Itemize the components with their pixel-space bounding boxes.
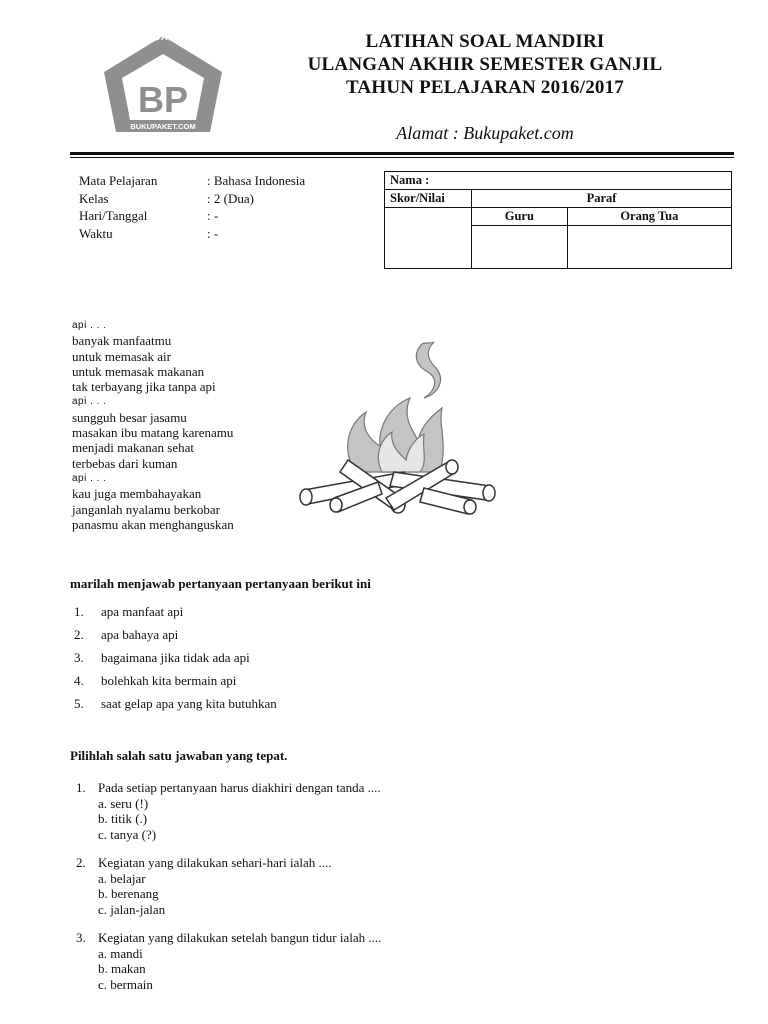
- answer-option[interactable]: a. mandi: [98, 945, 143, 961]
- question-number: 1.: [74, 604, 84, 619]
- question-number: 2.: [74, 627, 84, 642]
- exam-info: [79, 172, 305, 242]
- essay-question: [74, 673, 277, 696]
- answer-option[interactable]: a. seru (!): [98, 795, 149, 811]
- poem-line: kau juga membahayakan: [72, 486, 202, 502]
- logo-ring-text: LATIHAN SOAL LENGKAP: [101, 34, 225, 70]
- answer-option[interactable]: c. tanya (?): [98, 826, 157, 842]
- answer-option[interactable]: b. berenang: [98, 886, 159, 901]
- paraf-header-cell: Paraf: [472, 190, 732, 208]
- header-rule-thick: [70, 152, 734, 155]
- question-text: Kegiatan yang dilakukan setelah bangun tidur ialah ....: [98, 930, 382, 945]
- title-line-3: TAHUN PELAJARAN 2016/2017: [345, 77, 625, 98]
- essay-question: [74, 627, 277, 650]
- question-text: bagaimana jika tidak ada api: [101, 650, 250, 665]
- info-value: : 2 (Dua): [207, 190, 254, 206]
- info-label: Waktu: [79, 225, 113, 241]
- info-value: : Bahasa Indonesia: [207, 173, 306, 188]
- question-text: Pada setiap pertanyaan harus diakhiri dengan tanda ....: [98, 780, 381, 795]
- stanza-head: api . . .: [72, 320, 107, 331]
- question-number: 5.: [74, 696, 84, 711]
- address-line: Alamat : Bukupaket.com: [396, 123, 574, 143]
- name-cell[interactable]: Nama :: [385, 172, 732, 190]
- answer-option[interactable]: a. belajar: [98, 870, 146, 886]
- poem-line: untuk memasak makanan: [72, 363, 205, 379]
- mc-question: [76, 930, 381, 992]
- score-table: [384, 171, 732, 269]
- poem-line: janganlah nyalamu berkobar: [72, 501, 220, 517]
- orang-tua-header-cell: Orang Tua: [567, 208, 731, 226]
- question-number: 2.: [76, 855, 86, 870]
- poem-line: untuk memasak air: [72, 348, 171, 364]
- question-text: saat gelap apa yang kita butuhkan: [101, 696, 277, 711]
- info-row: [79, 207, 305, 225]
- poem-line: menjadi makanan sehat: [72, 440, 195, 456]
- logo-letters: BP: [137, 79, 189, 120]
- essay-question: [74, 696, 277, 719]
- header-titles: [280, 30, 690, 144]
- question-text: apa bahaya api: [101, 627, 179, 642]
- logo-site-text: BUKUPAKET.COM: [130, 122, 196, 131]
- answer-option[interactable]: b. titik (.): [98, 811, 148, 826]
- question-text: bolehkah kita bermain api: [101, 673, 237, 688]
- question-number: 3.: [76, 930, 86, 945]
- question-number: 3.: [74, 650, 84, 665]
- answer-option[interactable]: c. jalan-jalan: [98, 901, 166, 917]
- mc-question: [76, 855, 332, 917]
- answer-option[interactable]: b. makan: [98, 961, 146, 976]
- info-label: Mata Pelajaran: [79, 173, 158, 188]
- info-label: Kelas: [79, 190, 109, 206]
- section1-heading: marilah menjawab pertanyaan pertanyaan berikut ini: [70, 576, 371, 591]
- essay-question-list: [74, 604, 277, 719]
- poem-line: sungguh besar jasamu: [72, 409, 187, 425]
- orang-tua-signature-cell[interactable]: [567, 226, 731, 269]
- info-row: [79, 225, 305, 243]
- guru-signature-cell[interactable]: [472, 226, 568, 269]
- question-text: Kegiatan yang dilakukan sehari-hari ialah ....: [98, 855, 332, 870]
- bukupaket-logo: [92, 34, 234, 134]
- poem-line: tak terbayang jika tanpa api: [72, 379, 216, 395]
- score-value-cell[interactable]: [385, 208, 472, 269]
- mc-question: [76, 780, 381, 842]
- question-number: 4.: [74, 673, 84, 688]
- essay-question: [74, 650, 277, 673]
- info-value: : -: [207, 208, 219, 223]
- stanza-head: api . . .: [72, 396, 107, 408]
- poem-line: terbebas dari kuman: [72, 455, 178, 471]
- campfire-illustration: [294, 322, 506, 528]
- info-value: : -: [207, 225, 219, 241]
- info-label: Hari/Tanggal: [79, 208, 148, 223]
- essay-question: [74, 604, 277, 627]
- answer-option[interactable]: c. bermain: [98, 976, 153, 992]
- score-label-cell: Skor/Nilai: [385, 190, 472, 208]
- header-rule-thin: [70, 157, 734, 158]
- title-line-2: ULANGAN AKHIR SEMESTER GANJIL: [307, 54, 663, 75]
- title-line-1: LATIHAN SOAL MANDIRI: [365, 31, 605, 52]
- question-text: apa manfaat api: [101, 604, 184, 619]
- info-row: [79, 172, 305, 190]
- poem: [72, 318, 234, 532]
- poem-line: panasmu akan menghanguskan: [72, 516, 234, 532]
- info-row: [79, 190, 305, 208]
- section2-heading: Pilihlah salah satu jawaban yang tepat.: [70, 748, 288, 763]
- poem-line: banyak manfaatmu: [72, 333, 172, 349]
- stanza-head: api . . .: [72, 472, 107, 484]
- question-number: 1.: [76, 780, 86, 795]
- guru-header-cell: Guru: [472, 208, 568, 226]
- poem-line: masakan ibu matang karenamu: [72, 425, 234, 441]
